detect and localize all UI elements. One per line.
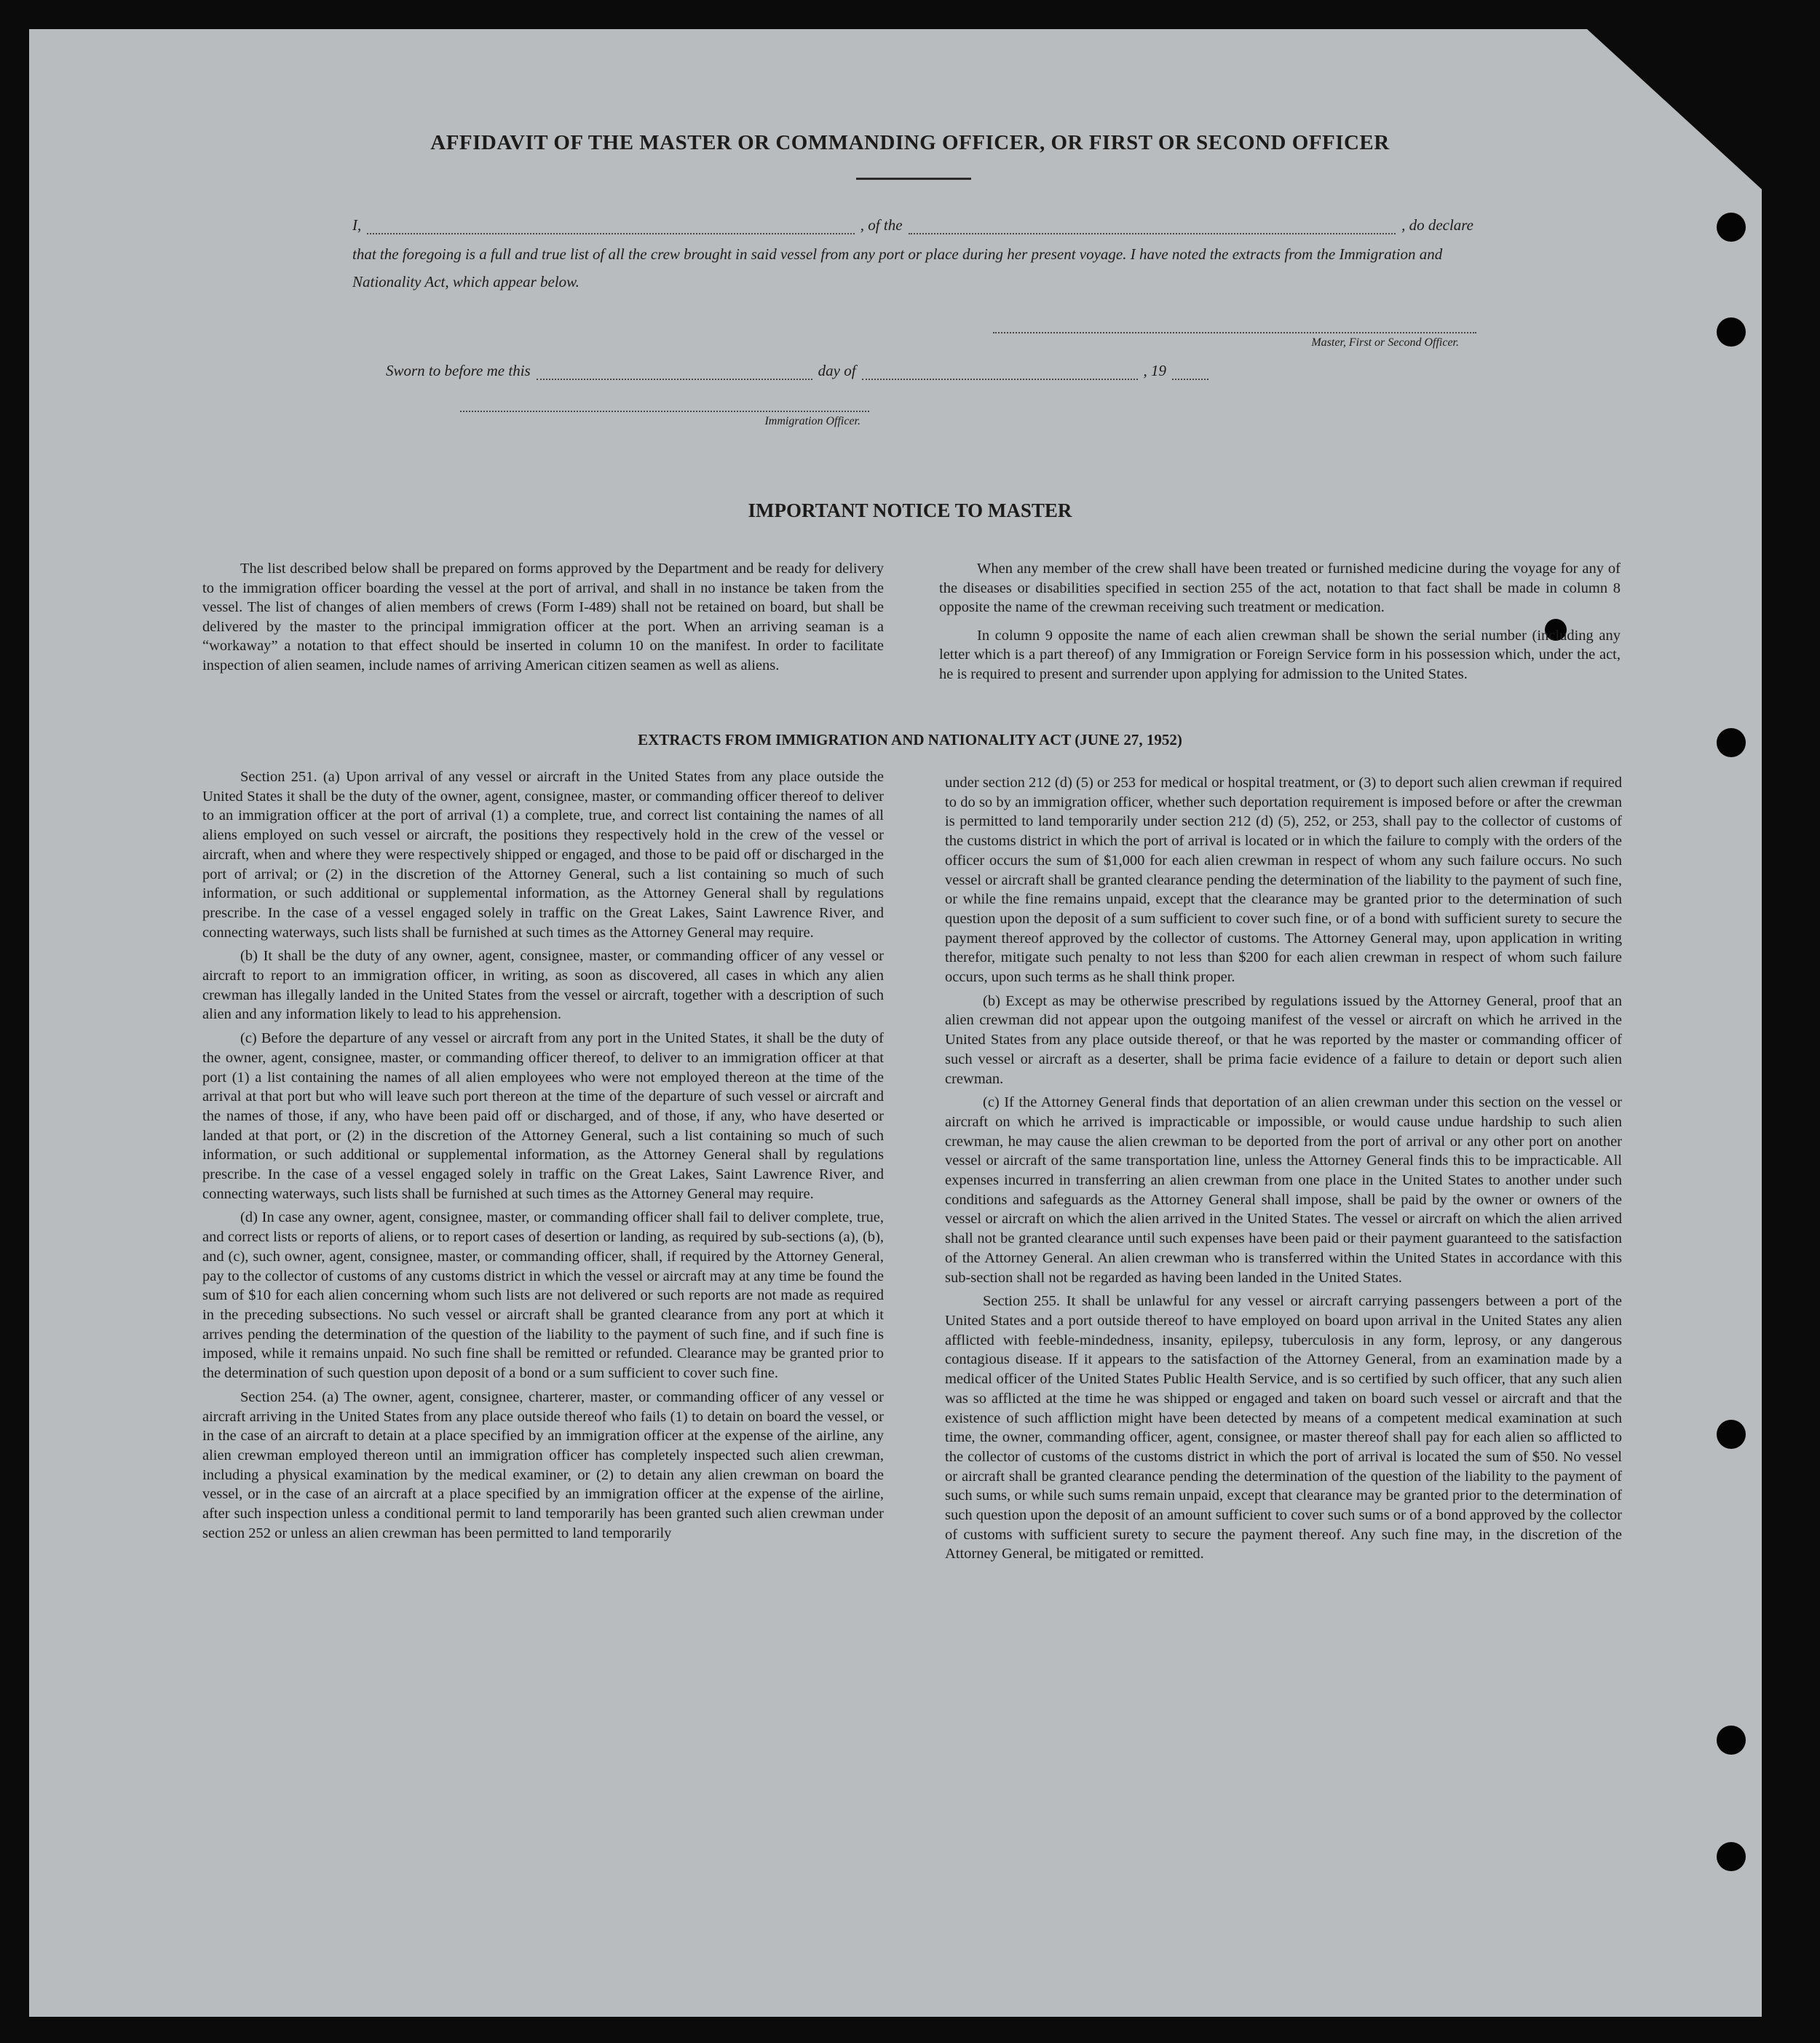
year-label: , 19: [1143, 362, 1166, 379]
name-blank[interactable]: [367, 218, 855, 234]
immigration-officer-label: Immigration Officer.: [764, 415, 860, 427]
title-divider: [856, 178, 971, 180]
sworn-day-blank[interactable]: [537, 364, 812, 380]
master-signature-label: Master, First or Second Officer.: [1311, 336, 1459, 349]
sworn-month-blank[interactable]: [862, 364, 1138, 380]
declaration-i-label: I,: [352, 216, 362, 234]
notice-paragraph: The list described below shall be prepared on forms approved by the Department and be ready for delivery to the immigration officer boarding the vessel at the port of arrival, and shall in no instance be taken from the vessel. The list of changes of alien members of crews (Form I-489) shall not be retained on board, but shall be delivered by the master to the principal immigration officer at the port. When an arriving seaman is a “workaway” a notation to that effect should be inserted in column 10 on the manifest. In order to facilitate inspection of alien seamen, include names of arriving American citizen seamen as well as aliens.: [202, 561, 884, 673]
declaration-line: [352, 213, 1473, 234]
master-signature-blank[interactable]: [993, 332, 1476, 333]
statute-paragraph: (b) It shall be the duty of any owner, agent, consignee, master, or commanding officer of any vessel or aircraft to report to an immigration officer, in writing, as soon as discovered, all cases in which any alien crewman has illegally landed in the United States from the vessel or aircraft, together with a description of such alien and any information likely to lead to his apprehension.: [202, 948, 884, 1023]
statute-paragraph: (c) If the Attorney General finds that deportation of an alien crewman under this section on the vessel or aircraft on which he arrived is impracticable or impossible, or would cause undue hardship to such alien crewman, he may cause the alien crewman to be deported from the port of arrival or any other port on another vessel or aircraft of the same transportation line, unless the Attorney General finds this to be impracticable. All expenses incurred in transferring an alien crewman from one place in the United States to another under such conditions and safeguards as the Attorney General shall impose, shall be paid by the owner or owners of the vessel or aircraft on which the alien arrived in the United States. The vessel or aircraft on which the alien arrived shall not be granted clearance until such expenses have been paid or their payment guaranteed to the satisfaction of the Attorney General. An alien crewman who is transferred within the United States in accordance with this sub-section shall not be regarded as having been landed in the United States.: [945, 1094, 1622, 1286]
statute-paragraph: (d) In case any owner, agent, consignee, master, or commanding officer shall fail to deliver complete, true, and correct lists or reports of aliens, or to report cases of desertion or landing, as required by sub-sections (a), (b), and (c), such owner, agent, consignee, master, or commanding officer, shall, if required by the Attorney General, pay to the collector of customs of any customs district in which the vessel or aircraft may at any time be found the sum of $10 for each alien concerning whom such lists are not delivered or such reports are not made as required in the preceding subsections. No such vessel or aircraft shall be granted clearance from any port at which it arrives pending the determination of the question of the liability to the payment of such fine, and if such fine is imposed, while it remains unpaid. No such fine shall be remitted or refunded. Clearance may be granted prior to the determination of such question upon deposit of a bond or a sum sufficient to cover such fine.: [202, 1209, 884, 1382]
notice-title: IMPORTANT NOTICE TO MASTER: [748, 499, 1072, 521]
statute-paragraph: Section 255. It shall be unlawful for any vessel or aircraft carrying passengers between a port of the United States and a port outside thereof to have employed on board upon arrival in the United States any alien afflicted with feeble-mindedness, insanity, epilepsy, tuberculosis in any form, leprosy, or any dangerous contagious disease. If it appears to the satisfaction of the Attorney General, from an examination made by a medical officer of the United States Public Health Service, and is so certified by such officer, that any such alien was so afflicted at the time he was shipped or engaged and taken on board such vessel or aircraft and that the existence of such affliction might have been detected by means of a competent medical examination at such time, the owner, commanding officer, agent, consignee, or master thereof shall pay for each alien so afflicted to the collector of customs of the customs district in which the port of arrival is located the sum of $50. No vessel or aircraft shall be granted clearance pending the determination of the question of the liability to the payment of such sums, or while such sums remain unpaid, except that clearance may be granted prior to the determination of such question upon the deposit of an amount sufficient to cover such sums or of a bond approved by the collector of customs with sufficient surety to secure the payment thereof. Any such fine may, in the discretion of the Attorney General, be mitigated or remitted.: [945, 1293, 1622, 1562]
affidavit-title: AFFIDAVIT OF THE MASTER OR COMMANDING OFFICER, OR FIRST OR SECOND OFFICER: [430, 131, 1390, 154]
extracts-title: EXTRACTS FROM IMMIGRATION AND NATIONALITY ACT (JUNE 27, 1952): [638, 731, 1182, 748]
binder-hole: [1717, 1842, 1746, 1871]
statute-paragraph: (c) Before the departure of any vessel or aircraft from any port in the United States, it shall be the duty of the owner, agent, consignee, master, or commanding officer thereof, to deliver to an immigration officer at that port (1) a list containing the names of all alien employees who were not employed thereon at the time of the arrival at that port but who will leave such port thereon at the time of the departure of such vessel or aircraft and the names of those, if any, who have been paid off or discharged, and of those, if any, who have deserted or landed at that port, or (2) in the discretion of the Attorney General, such a list containing so much of such information, or such additional or supplemental information, as the Attorney General shall by regulations prescribe. In the case of a vessel engaged solely in traffic on the Great Lakes, Saint Lawrence River, and connecting waterways, such lists shall be furnished at such times as the Attorney General may require.: [202, 1030, 884, 1202]
declaration-of-the-label: , of the: [860, 216, 903, 234]
statute-paragraph: Section 251. (a) Upon arrival of any vessel or aircraft in the United States from any place outside the United States it shall be the duty of the owner, agent, consignee, master, or commanding officer thereof to deliver to an immigration officer at the port of arrival (1) a complete, true, and correct list containing the names of all aliens employed on such vessel or aircraft, the positions they respectively hold in the crew of the vessel or aircraft, when and where they were respectively shipped or engaged, and those to be paid off or discharged in the port of arrival; or (2) in the discretion of the Attorney General, such a list containing so much of such information, or such additional or supplemental information, as the Attorney General shall by regulations prescribe. In the case of a vessel engaged solely in traffic on the Great Lakes, Saint Lawrence River, and connecting waterways, such lists shall be furnished at such times as the Attorney General may require.: [202, 769, 884, 941]
vessel-blank[interactable]: [909, 218, 1396, 234]
sworn-year-blank[interactable]: [1172, 364, 1208, 380]
statute-paragraph: Section 254. (a) The owner, agent, consignee, charterer, master, or commanding officer of any vessel or aircraft arriving in the United States from any place outside thereof who fails (1) to detain on board the vessel, or in the case of an aircraft to detain at a place specified by an immigration officer at the expense of the airline, any alien crewman employed thereon until an immigration officer has completely inspected such alien crewman, including a physical examination by the medical examiner, or (2) to detain any alien crewman on board the vessel, or in the case of an aircraft at a place specified by an immigration officer at the expense of the airline, after such inspection unless a conditional permit to land temporarily has been granted such alien crewman under section 252 or unless an alien crewman has been permitted to land temporarily: [202, 1388, 884, 1541]
immigration-officer-signature-blank[interactable]: [460, 411, 869, 412]
binder-hole: [1717, 213, 1746, 242]
statute-paragraph: under section 212 (d) (5) or 253 for medical or hospital treatment, or (3) to deport such alien crewman if required to do so by an immigration officer, whether such deportation requirement is imposed before or after the crewman is permitted to land temporarily under section 212 (d) (5), 252, or 253, shall pay to the collector of customs of the customs district in which the port of arrival is located or in which the failure to comply with the orders of the officer occurs the sum of $1,000 for each alien crewman in respect of whom any such failure occurs. No such vessel or aircraft shall be granted clearance pending the determination of the liability to the payment of such fine, or while the fine remains unpaid, except that the clearance may be granted prior to the determination of such question upon the deposit of a sum sufficient to cover such fine, or of a bond with sufficient surety to secure the payment thereof approved by the collector of customs. The Attorney General may, upon application in writing therefor, mitigate such penalty to not less than $200 for each alien crewman in respect of whom such failure occurs, upon such terms as he shall think proper.: [945, 775, 1622, 986]
statute-paragraph: (b) Except as may be otherwise prescribed by regulations issued by the Attorney General, proof that an alien crewman did not appear upon the outgoing manifest of the vessel or aircraft on which he arrived in the United States from any place outside thereof, or that he was reported by the master or commanding officer of such vessel or aircraft as a deserter, shall be prima facie evidence of a failure to detain or deport such alien crewman.: [945, 992, 1622, 1087]
day-of-label: day of: [818, 362, 856, 379]
notice-right-column: [939, 559, 1621, 689]
notice-left-column: [202, 559, 884, 680]
binder-hole: [1717, 317, 1746, 347]
notice-paragraph: When any member of the crew shall have been treated or furnished medicine during the voyage for any of the diseases or disabilities specified in section 255 of the act, notation to that fact shall be made in column 8 opposite the name of the crewman receiving such treatment or medication.: [939, 561, 1621, 616]
binder-hole: [1717, 1420, 1746, 1449]
declaration-do-declare-label: , do declare: [1401, 216, 1474, 234]
sworn-label: Sworn to before me this: [386, 362, 531, 379]
extracts-left-column: [202, 767, 884, 1547]
sworn-line: [386, 358, 1208, 380]
binder-hole: [1717, 1726, 1746, 1755]
notice-paragraph: In column 9 opposite the name of each alien crewman shall be shown the serial number (including any letter which is a part thereof) of any Immigration or Foreign Service form in his possession which, under the act, he is required to present and surrender upon applying for admission to the United States.: [939, 627, 1621, 682]
declaration-text: that the foregoing is a full and true list of all the crew brought in said vessel from any port or place during her present voyage. I have noted the extracts from the Immigration and Nationality Act, which appear below.: [352, 245, 1443, 291]
extracts-right-column: [945, 773, 1622, 1568]
